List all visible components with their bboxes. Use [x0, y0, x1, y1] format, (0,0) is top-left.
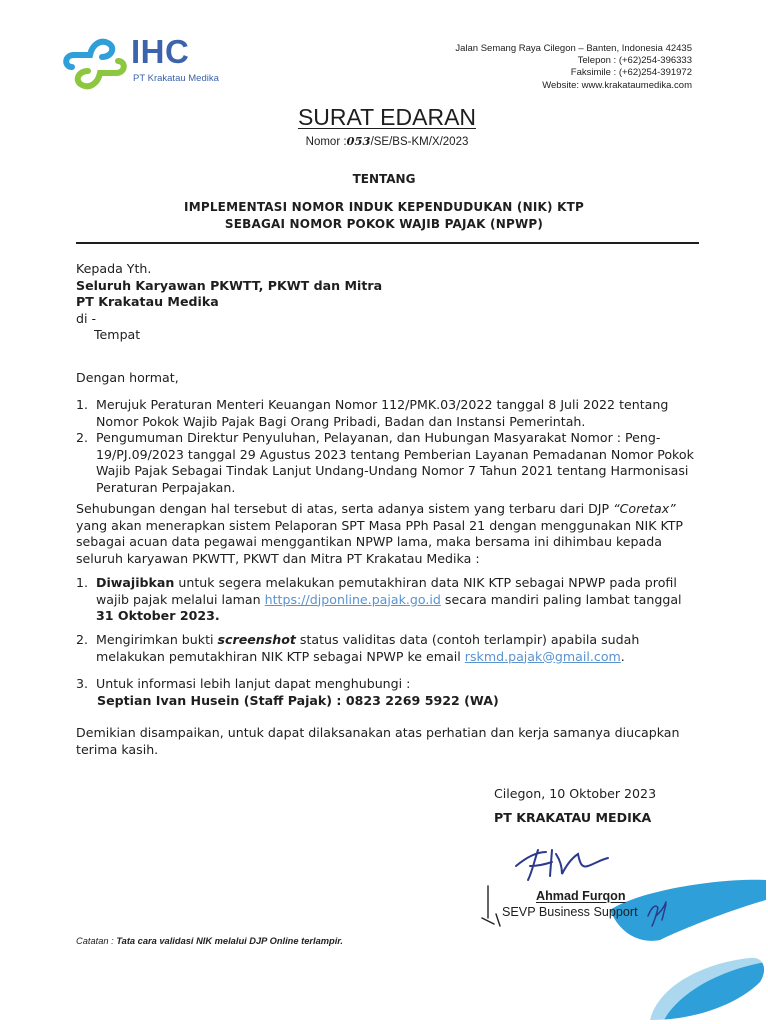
reference-line: Merujuk Peraturan Menteri Keuangan Nomor 112/PMK.03/2022 tanggal 8 Juli 2022 tentang: [96, 397, 669, 412]
screenshot-term: screenshot: [217, 632, 296, 647]
signer-title: SEVP Business Support: [502, 905, 638, 919]
reference-number: 2.: [76, 430, 89, 445]
footnote-text: Tata cara validasi NIK melalui DJP Online terlampir.: [116, 936, 343, 946]
reference-list: [76, 397, 700, 496]
company-address: [455, 43, 692, 92]
signer-name: Ahmad Furqon: [536, 889, 626, 903]
item-text-part: Mengirimkan bukti: [96, 632, 218, 647]
closing-line: Demikian disampaikan, untuk dapat dilaksanakan atas perhatian dan kerja samanya diucapkan: [76, 725, 680, 740]
item-text-part: status validitas data (contoh terlampir) apabila sudah: [295, 632, 640, 647]
paragraph-text: Sehubungan dengan hal tersebut di atas, serta adanya sistem yang terbaru dari DJP: [76, 501, 614, 516]
document-number: [0, 134, 768, 148]
contact-person: Septian Ivan Husein (Staff Pajak) : 0823 2269 5922 (WA): [97, 692, 499, 708]
footnote-label: Catatan :: [76, 936, 117, 946]
title-divider: [76, 242, 699, 244]
item-number: 1.: [76, 575, 89, 590]
logo-subtitle: PT Krakatau Medika: [133, 73, 219, 84]
main-paragraph: [76, 501, 700, 567]
item-number: 3.: [76, 676, 89, 691]
subject-heading: [0, 199, 768, 233]
address-fax: Faksimile : (+62)254-391972: [570, 67, 692, 79]
greeting: Dengan hormat,: [76, 370, 179, 385]
item-line: [96, 608, 682, 625]
deadline-date: 31 Oktober 2023: [96, 608, 215, 623]
item-emphasis: Diwajibkan: [96, 575, 175, 590]
closing-paragraph: [76, 725, 700, 758]
item-text-part: .: [620, 648, 625, 664]
tentang-heading: TENTANG: [352, 172, 416, 186]
place-date: Cilegon, 10 Oktober 2023: [494, 786, 657, 801]
reference-line: Pengumuman Direktur Penyuluhan, Pelayanan, dan Hubungan Masyarakat Nomor : Peng-: [96, 430, 661, 445]
item-text: [96, 575, 682, 625]
reference-item: [76, 397, 700, 430]
paragraph-line: sebagai acuan data pegawai menggantikan NPWP lama, maka bersama ini dihimbau kepada: [76, 534, 662, 549]
address-phone: Telepon : (+62)254-396333: [577, 55, 692, 67]
item-line: Untuk informasi lebih lanjut dapat menghubungi :: [96, 676, 411, 691]
item-number: 2.: [76, 632, 89, 647]
reference-line: Peraturan Perpajakan.: [96, 479, 236, 495]
reference-text: [96, 430, 694, 496]
initials-icon: [644, 898, 674, 928]
closing-line: terima kasih.: [76, 741, 159, 757]
paragraph-line: yang akan menerapkan sistem Pelaporan SPT Masa PPh Pasal 21 dengan menggunakan NIK KTP: [76, 517, 684, 533]
item-text-part: melakukan pemutakhiran NIK KTP sebagai NPWP ke email: [96, 648, 465, 664]
address-street: Jalan Semang Raya Cilegon – Banten, Indonesia 42435: [455, 43, 692, 54]
item-text-part: untuk segera melakukan pemutakhiran data NIK KTP sebagai NPWP pada profil: [174, 575, 677, 590]
subject-line-2: SEBAGAI NOMOR POKOK WAJIB PAJAK (NPWP): [224, 217, 544, 231]
item-text: [96, 676, 499, 709]
nomor-suffix: /SE/BS-KM/X/2023: [370, 136, 469, 148]
recipient-block: [76, 261, 382, 344]
item-text: [96, 632, 639, 665]
nomor-label: Nomor :: [305, 136, 347, 148]
recipient-place: Tempat: [94, 327, 141, 342]
logo-wordmark: IHC: [131, 33, 190, 70]
coretax-term: “Coretax”: [613, 501, 676, 516]
reference-line: Wajib Pajak Sebagai Tindak Lanjut Undang-Undang Nomor 7 Tahun 2021 tentang Harmonisasi: [96, 463, 689, 478]
instruction-item-1: [76, 575, 700, 625]
item-text-part: .: [214, 608, 220, 623]
footnote: [76, 936, 343, 946]
reference-text: [96, 397, 668, 430]
reference-line: 19/PJ.09/2023 tanggal 29 Agustus 2023 tentang Pemberian Layanan Pemadanan Nomor Pokok: [96, 446, 694, 462]
instruction-item-3: [76, 676, 700, 709]
paragraph-line: [76, 501, 700, 518]
subject-line-1: IMPLEMENTASI NOMOR INDUK KEPENDUDUKAN (NIK) KTP: [184, 200, 584, 214]
company-name: PT KRAKATAU MEDIKA: [494, 810, 652, 825]
reference-number: 1.: [76, 397, 89, 412]
email-link[interactable]: rskmd.pajak@gmail.com: [464, 648, 621, 664]
ihc-logo-icon: [62, 35, 128, 93]
reference-line: Nomor Pokok Wajib Pajak Bagi Orang Pribadi, Badan dan Instansi Pemerintah.: [96, 413, 586, 429]
reference-item: [76, 430, 700, 496]
instruction-item-2: [76, 632, 700, 665]
item-line: [96, 575, 682, 592]
item-text-part: wajib pajak melalui laman: [96, 591, 265, 607]
document-title-wrap: [0, 104, 768, 131]
nomor-handwritten: 053: [346, 134, 371, 148]
item-line: [96, 592, 682, 609]
recipient-di: di -: [76, 310, 97, 326]
signature-icon: [508, 836, 628, 896]
djponline-link[interactable]: https://djponline.pajak.go.id: [264, 591, 441, 607]
paragraph-line: seluruh karyawan PKWTT, PKWT dan Mitra PT Krakatau Medika :: [76, 550, 480, 566]
recipient-salutation: Kepada Yth.: [76, 261, 152, 276]
recipient-name: Seluruh Karyawan PKWTT, PKWT dan Mitra: [76, 277, 383, 293]
item-text-part: secara mandiri paling lambat tanggal: [440, 591, 682, 607]
address-website: Website: www.krakataumedika.com: [542, 79, 692, 91]
item-line: [96, 649, 639, 666]
document-title: SURAT EDARAN: [297, 104, 477, 130]
item-line: [96, 632, 639, 649]
recipient-company: PT Krakatau Medika: [76, 294, 219, 309]
